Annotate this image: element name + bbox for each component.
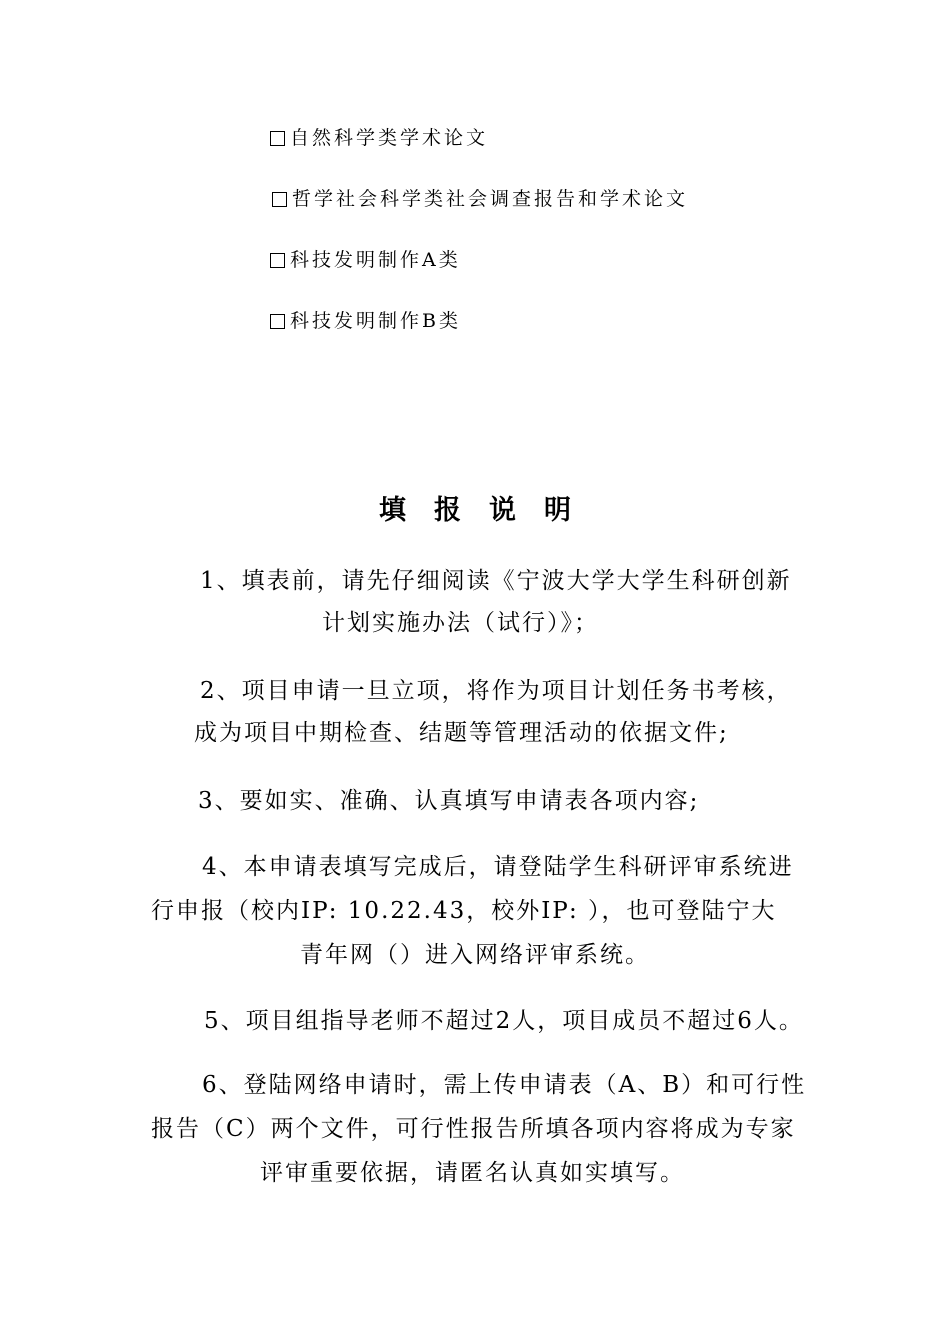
category-option-invention-b[interactable] bbox=[270, 309, 461, 333]
instruction-line: 4、本申请表填写完成后，请登陆学生科研评审系统进 bbox=[202, 854, 794, 880]
checkbox-icon[interactable] bbox=[272, 192, 287, 207]
instruction-line: 1、填表前，请先仔细阅读《宁波大学大学生科研创新 bbox=[200, 568, 792, 594]
checkbox-icon[interactable] bbox=[270, 314, 285, 329]
instruction-line: 成为项目中期检查、结题等管理活动的依据文件; bbox=[194, 720, 729, 746]
category-label: 哲学社会科学类社会调查报告和学术论文 bbox=[292, 188, 689, 210]
checkbox-icon[interactable] bbox=[270, 131, 285, 146]
category-option-natural-science[interactable] bbox=[270, 126, 488, 150]
instruction-line: 6、登陆网络申请时，需上传申请表（A、B）和可行性 bbox=[202, 1072, 807, 1098]
instruction-line: 计划实施办法（试行）》； bbox=[322, 610, 599, 636]
category-option-invention-a[interactable] bbox=[270, 248, 461, 272]
instruction-line: 青年网（）进入网络评审系统。 bbox=[300, 942, 650, 968]
category-label: 自然科学类学术论文 bbox=[290, 127, 489, 149]
instruction-line: 3、要如实、准确、认真填写申请表各项内容; bbox=[198, 788, 700, 814]
category-option-social-science[interactable] bbox=[272, 187, 688, 211]
instruction-line: 评审重要依据，请匿名认真如实填写。 bbox=[260, 1160, 685, 1186]
instruction-line: 行申报（校内IP: 10.22.43，校外IP: ），也可登陆宁大 bbox=[151, 898, 777, 924]
instruction-line: 报告（C）两个文件，可行性报告所填各项内容将成为专家 bbox=[151, 1116, 796, 1142]
instruction-line: 5、项目组指导老师不超过2人，项目成员不超过6人。 bbox=[204, 1008, 804, 1034]
checkbox-icon[interactable] bbox=[270, 253, 285, 268]
instruction-line: 2、项目申请一旦立项，将作为项目计划任务书考核， bbox=[200, 678, 792, 704]
instructions-title: 填报说明 bbox=[379, 495, 599, 526]
category-label: 科技发明制作A类 bbox=[290, 249, 461, 271]
category-label: 科技发明制作B类 bbox=[290, 310, 461, 332]
